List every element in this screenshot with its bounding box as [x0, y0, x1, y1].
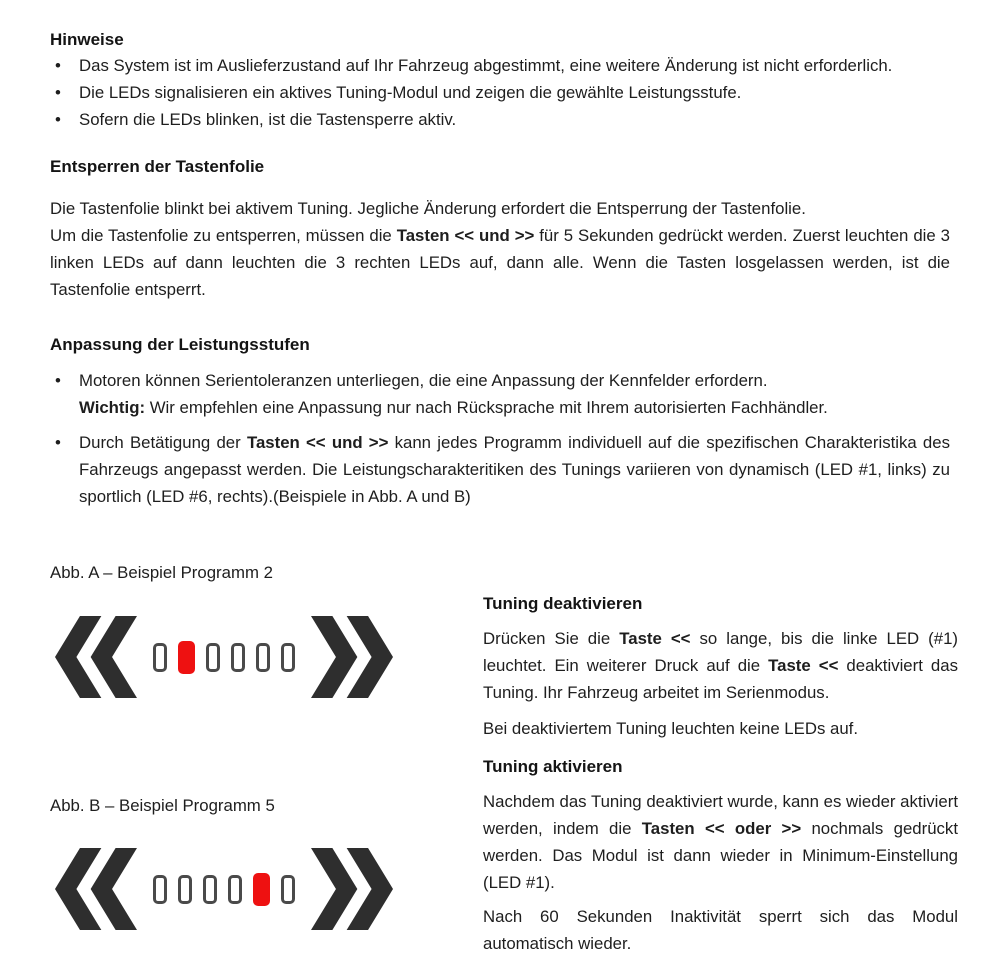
figure-b-label: Abb. B – Beispiel Programm 5	[50, 796, 275, 815]
text-segment: Sofern die LEDs blinken, ist die Tastensperre aktiv.	[79, 110, 457, 129]
text-segment: nochmals gedrückt werden. Das Modul ist dann wieder in Minimum-Einstellung (LED #1).	[483, 819, 958, 892]
paragraph	[50, 222, 950, 303]
section-title-hinweise: Hinweise	[50, 30, 124, 49]
right-column	[483, 592, 958, 957]
double-chevron-right-icon	[311, 612, 393, 702]
bullet-marker: •	[55, 433, 61, 452]
text-segment: Tasten << und >>	[396, 226, 535, 245]
bullet-text	[79, 433, 950, 506]
bullet-text	[79, 394, 950, 421]
figure-a-label: Abb. A – Beispiel Programm 2	[50, 563, 273, 582]
led-inactive	[206, 643, 220, 672]
double-chevron-left-icon	[55, 612, 137, 702]
text-segment: Das System ist im Auslieferzustand auf Ihr Fahrzeug abgestimmt, eine weitere Änderung ist nicht erforderlich.	[79, 56, 893, 75]
bullet-item	[50, 367, 950, 421]
text-segment: Wir empfehlen eine Anpassung nur nach Rücksprache mit Ihrem autorisierten Fachhändler.	[145, 398, 828, 417]
led-inactive	[256, 643, 270, 672]
paragraph	[483, 715, 958, 742]
figure-a-keypad	[55, 611, 393, 703]
figure-b-keypad	[55, 843, 393, 935]
text-segment: Durch Betätigung der	[79, 433, 247, 452]
bullet-marker: •	[55, 110, 61, 129]
led-inactive	[153, 875, 167, 904]
section-title-anpassung: Anpassung der Leistungsstufen	[50, 335, 310, 354]
paragraph	[50, 195, 950, 222]
text-segment: Nach 60 Sekunden Inaktivität sperrt sich das Modul automatisch wieder.	[483, 907, 958, 953]
bullet-item	[50, 429, 950, 510]
bullet-item	[50, 52, 950, 79]
text-segment: deaktiviert das Tuning. Ihr Fahrzeug arbeitet im Serienmodus.	[483, 656, 958, 702]
double-chevron-right-icon	[311, 844, 393, 934]
led-inactive	[203, 875, 217, 904]
bullet-marker: •	[55, 56, 61, 75]
hinweise-bullet-list	[50, 52, 950, 133]
led-inactive	[281, 875, 295, 904]
entsperren-paragraphs	[50, 195, 950, 303]
text-segment: Tasten << und >>	[246, 433, 389, 452]
text-segment: Wichtig:	[79, 398, 146, 417]
examples-area	[0, 545, 1000, 975]
bullet-text	[79, 367, 950, 394]
text-segment: Drücken Sie die	[483, 629, 620, 648]
text-segment: Die LEDs signalisieren ein aktives Tuning-Modul und zeigen die gewählte Leistungsstufe.	[79, 83, 742, 102]
bullet-marker: •	[55, 83, 61, 102]
section-title-tuning-aktivieren: Tuning aktivieren	[483, 757, 623, 776]
text-segment: Die Tastenfolie blinkt bei aktivem Tuning. Jegliche Änderung erfordert die Entsperrung der Tastenfolie.	[50, 199, 806, 218]
text-segment: so lange, bis die linke LED (#1) leuchtet. Ein weiterer Druck auf die	[483, 629, 959, 675]
led-inactive	[178, 875, 192, 904]
led-inactive	[153, 643, 167, 672]
bullet-item	[50, 79, 950, 106]
text-segment: Taste <<	[768, 656, 839, 675]
bullet-text	[79, 56, 892, 75]
led-active	[253, 873, 270, 906]
led-inactive	[228, 875, 242, 904]
bullet-text	[79, 110, 456, 129]
led-inactive	[231, 643, 245, 672]
text-segment: Tasten << oder >>	[641, 819, 802, 838]
text-segment: kann jedes Programm individuell auf die spezifischen Charakteristika des Fahrzeugs angepasst werden. Die Leistungscharakteritiken des Tunings variieren von dynamisch (LED #1, links) zu sportlich (LED #6, rechts).(Beispiele in Abb. A und B)	[79, 433, 950, 506]
bullet-item	[50, 106, 950, 133]
bullet-marker: •	[55, 371, 61, 390]
section-title-entsperren: Entsperren der Tastenfolie	[50, 157, 265, 176]
led-inactive	[281, 643, 295, 672]
paragraph	[483, 625, 958, 706]
paragraph	[483, 903, 958, 957]
paragraph	[483, 788, 958, 896]
led-strip	[153, 873, 295, 906]
section-title-tuning-deaktivieren: Tuning deaktivieren	[483, 594, 643, 613]
double-chevron-left-icon	[55, 844, 137, 934]
led-strip	[153, 641, 295, 674]
bullet-text	[79, 83, 741, 102]
led-active	[178, 641, 195, 674]
text-segment: Bei deaktiviertem Tuning leuchten keine LEDs auf.	[483, 719, 858, 738]
text-segment: Um die Tastenfolie zu entsperren, müssen die	[50, 226, 397, 245]
text-segment: Nachdem das Tuning deaktiviert wurde, kann es wieder aktiviert werden, indem die	[483, 792, 958, 838]
text-segment: Taste <<	[619, 629, 691, 648]
text-segment: für 5 Sekunden gedrückt werden. Zuerst leuchten die 3 linken LEDs auf dann leuchten die 3 rechten LEDs auf, dann alle. Wenn die Tasten losgelassen werden, ist die Tastenfolie entsperrt.	[50, 226, 950, 299]
text-segment: Motoren können Serientoleranzen unterliegen, die eine Anpassung der Kennfelder erfordern.	[79, 371, 768, 390]
